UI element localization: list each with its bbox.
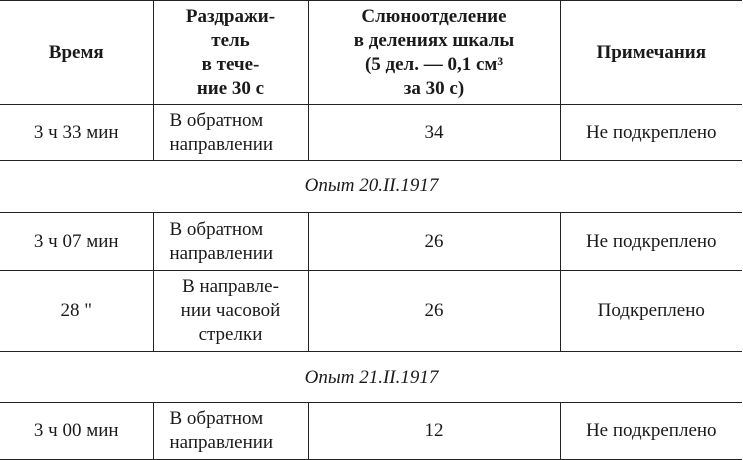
stimulus-line: В обратном xyxy=(169,218,264,240)
stimulus-cell xyxy=(153,271,308,352)
stimulus-line: нии часовой xyxy=(180,300,281,321)
stimulus-cell xyxy=(153,213,308,271)
salivation-cell: 26 xyxy=(308,213,560,271)
stimulus-cell xyxy=(153,403,308,460)
stimulus-line: направлении xyxy=(169,133,274,155)
header-salivation-line: Слюноотделение xyxy=(361,5,507,27)
stimulus-line: направлении xyxy=(169,432,274,453)
header-stimulus xyxy=(153,1,308,105)
stimulus-line: В направле- xyxy=(182,276,279,297)
header-stimulus-line: ние 30 с xyxy=(196,77,265,99)
header-salivation-line: за 30 с) xyxy=(403,77,465,99)
experiment-caption: Опыт 21.II.1917 xyxy=(304,367,439,388)
header-stimulus-line: Раздражи- xyxy=(185,5,276,27)
experiment-table-3 xyxy=(0,402,742,460)
time-cell: 28 " xyxy=(0,271,153,352)
experiment-caption: Опыт 20.II.1917 xyxy=(304,175,439,196)
header-stimulus-line: в тече- xyxy=(201,53,260,75)
stimulus-line: В обратном xyxy=(169,109,264,131)
salivation-cell: 12 xyxy=(308,403,560,460)
note-cell: Не подкреплено xyxy=(560,403,742,460)
table-row xyxy=(0,403,742,460)
header-salivation xyxy=(308,1,560,105)
table-row xyxy=(0,271,742,352)
note-cell: Не подкреплено xyxy=(560,105,742,161)
time-cell: 3 ч 00 мин xyxy=(0,403,153,460)
stimulus-line: стрелки xyxy=(198,324,263,345)
header-salivation-line: в делениях шкалы xyxy=(353,29,515,51)
header-time: Время xyxy=(0,1,153,105)
stimulus-line: В обратном xyxy=(169,408,264,429)
table-row xyxy=(0,105,742,161)
header-notes: Примечания xyxy=(560,1,742,105)
header-row xyxy=(0,1,742,105)
stimulus-line: направлении xyxy=(169,242,274,264)
salivation-cell: 26 xyxy=(308,271,560,352)
stimulus-cell xyxy=(153,105,308,161)
table-row xyxy=(0,213,742,271)
header-stimulus-line: тель xyxy=(211,29,250,51)
note-cell: Не подкреплено xyxy=(560,213,742,271)
note-cell: Подкреплено xyxy=(560,271,742,352)
experiment-table-2 xyxy=(0,212,742,352)
time-cell: 3 ч 33 мин xyxy=(0,105,153,161)
header-salivation-line: (5 дел. — 0,1 см³ xyxy=(364,53,504,75)
salivation-cell: 34 xyxy=(308,105,560,161)
time-cell: 3 ч 07 мин xyxy=(0,213,153,271)
experiment-table-1 xyxy=(0,0,742,161)
